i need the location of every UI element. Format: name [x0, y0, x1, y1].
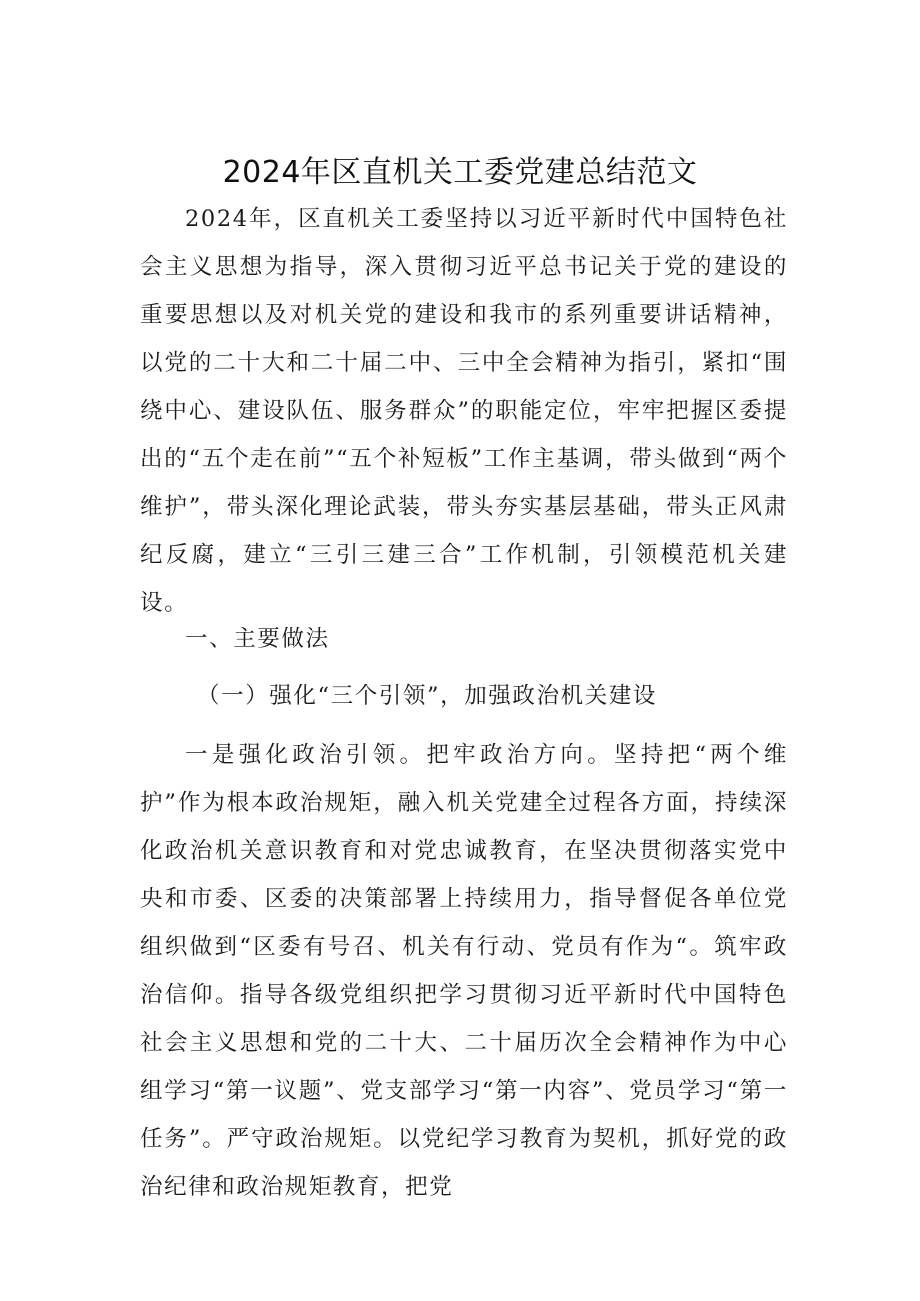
intro-paragraph: 2024年，区直机关工委坚持以习近平新时代中国特色社会主义思想为指导，深入贯彻习近平总书记关于党的建设的重要思想以及对机关党的建设和我市的系列重要讲话精神，以党的二十大和二十届二中、三中全会精神为指引，紧扣“围绕中心、建设队伍、服务群众”的职能定位，牢牢把握区委提出的“五个走在前”“五个补短板”工作主基调，带头做到“两个维护”，带头深化理论武装，带头夯实基层基础，带头正风肃纪反腐，建立“三引三建三合”工作机制，引领模范机关建设。: [140, 206, 788, 616]
body-paragraph: 一是强化政治引领。把牢政治方向。坚持把“两个维护”作为根本政治规矩，融入机关党建全过程各方面，持续深化政治机关意识教育和对党忠诚教育，在坚决贯彻落实党中央和市委、区委的决策部署上持续用力，指导督促各单位党组织做到“区委有号召、机关有行动、党员有作为“。筑牢政治信仰。指导各级党组织把学习贯彻习近平新时代中国特色社会主义思想和党的二十大、二十届历次全会精神作为中心组学习“第一议题”、党支部学习“第一内容”、党员学习“第一任务”。严守政治规矩。以党纪学习教育为契机，抓好党的政治纪律和政治规矩教育，把党: [140, 742, 788, 1200]
section-heading: 一、主要做法: [185, 626, 330, 652]
subsection-heading: （一）强化“三个引领”，加强政治机关建设: [197, 683, 658, 709]
document-title: 2024年区直机关工委党建总结范文: [222, 155, 698, 190]
